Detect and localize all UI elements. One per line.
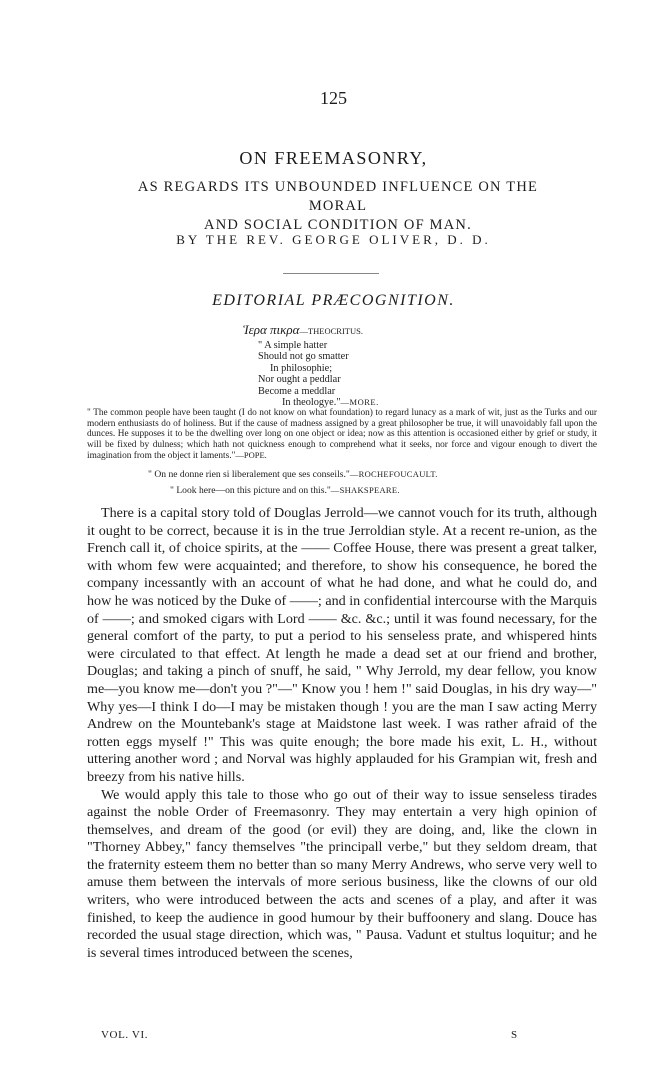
rochefoucault-quotation-text: " On ne donne rien si liberalement que ses conseils." [148,469,350,480]
shakspeare-quotation-text: " Look here—on this picture and on this." [170,485,331,496]
article-subtitle [108,178,568,235]
body-paragraph: There is a capital story told of Douglas Jerrold—we cannot vouch for its truth, although it ought to be correct, because it is in the true Jerroldian style. At a recent re-union, as the French call it, of choice spirits, at the —— Coffee House, there was present a great talker, with whom few were acquainted; and therefore, to show his consequence, he bored the company incessantly with an account of what he had done, and what he could do, and how he was noticed by the Duke of ——; and in confidential intercourse with the Marquis of ——; and smoked cigars with Lord —— &c. &c.; until it was found necessary, for the general comfort of the party, to put a period to his senseless prate, and whispered hints were circulated to that effect. At length he made a dead set at our friend and brother, Douglas; and taking a pinch of snuff, he said, " Why Jerrold, my dear fellow, you know me—you know me—don't you ?"—" Know you ! hem !" said Douglas, in his dry way—" Why yes—I think I do—I may be mistaken though ! you are the man I saw acting Merry Andrew on the Mountebank's stage at Maidstone last week. I was rather afraid of the rotten eggs myself !" This was quite enough; the bore made his exit, L. H., without uttering another word ; and Norval was highly applauded for his Grampian wit, fresh and breezy from his native hills. [87,505,597,785]
rochefoucault-quotation [148,469,568,480]
pope-quotation [87,408,597,462]
shakspeare-attribution: —SHAKSPEARE. [330,485,400,495]
greek-epigraph-text: Ἱερα πικρα [243,322,300,337]
divider-rule [283,273,379,274]
pope-quotation-text: " The common people have been taught (I do not know on what foundation) to regard lunacy as a mark of wit, just as the Turks and our modern enthusiasts do of holiness. But if the cause of madness assigned by a great philosopher be true, it will unavoidably fall upon the dunces. He supposes it to be the dwelling over long on one object or idea; now as this attention is occasioned either by grief or study, it will be fixed by dulness; which hath not quickness enough to comprehend what it seeks, nor force and vigour enough to divert the imagination from the object it laments." [87,408,597,462]
signature-mark: S [511,1029,518,1041]
subtitle-line-2: AND SOCIAL CONDITION OF MAN. [204,217,472,233]
pope-attribution: —POPE. [235,450,267,461]
poem-line-text: In theologye." [282,397,341,409]
poem-attribution: —MORE. [340,397,379,408]
poem-line: Should not go smatter [258,351,349,363]
poem-line: Become a meddlar [258,385,336,397]
poem-line: " A simple hatter [258,340,328,351]
rochefoucault-attribution: —ROCHEFOUCAULT. [349,469,438,479]
poem-epigraph [258,340,518,408]
page-footer [101,1029,521,1041]
author-byline: BY THE REV. GEORGE OLIVER, D. D. [176,232,491,247]
page-number: 125 [320,88,347,108]
shakspeare-quotation [170,485,590,496]
subtitle-line-1: AS REGARDS ITS UNBOUNDED INFLUENCE ON THE MORAL [137,179,539,214]
section-heading: EDITORIAL PRÆCOGNITION. [212,292,455,309]
greek-epigraph [243,322,523,338]
poem-line: Nor ought a peddlar [258,374,341,386]
volume-marker: VOL. VI. [101,1029,149,1041]
article-title: ON FREEMASONRY, [239,148,428,168]
greek-epigraph-attribution: —THEOCRITUS. [299,326,363,336]
poem-line [258,397,518,408]
poem-line: In philosophie; [270,362,333,374]
body-paragraph: We would apply this tale to those who go out of their way to issue senseless tirades against the noble Order of Freemasonry. They may entertain a very high opinion of themselves, and dream of the good (or evil) they are doing, and, like the clown in "Thorney Abbey," fancy themselves "the principall verbe," but they seldom dream, that the fraternity esteem them no better than so many Merry Andrews, who serve very well to amuse them between the intervals of more serious business, like the clowns of our old writers, who were introduced between the acts and scenes of a play, and after it was finished, to keep the audience in good humour by their buffoonery and slang. Douce has recorded the usual stage direction, which was, " Pausa. Vadunt et stultus loquitur; and he is several times introduced between the scenes, [87,786,597,961]
article-body [87,505,597,962]
